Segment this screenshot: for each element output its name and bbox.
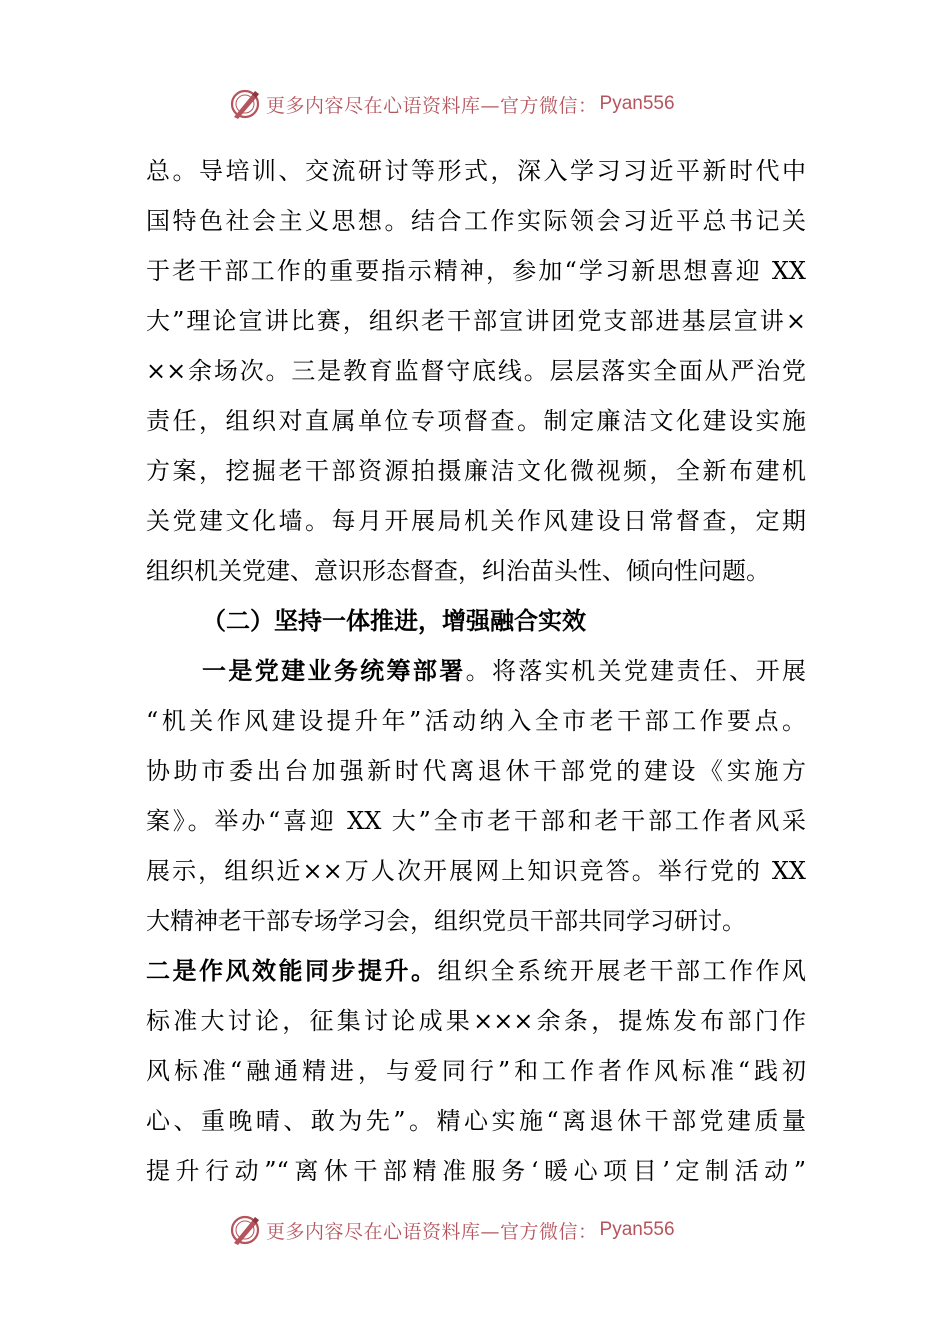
text-segment: “机关作风建设提升年”活动纳入全市老干部工作要点。 bbox=[146, 707, 806, 735]
text-segment: 提升行动”“离休干部精准服务‘暖心项目’定制活动” bbox=[146, 1157, 806, 1185]
text-segment: 标准大讨论，征集讨论成果×××余条，提炼发布部门作 bbox=[146, 1007, 806, 1035]
text-line bbox=[146, 646, 806, 696]
banner-wechat-id: Pyan556 bbox=[599, 93, 675, 114]
text-line bbox=[146, 396, 806, 446]
footer-banner bbox=[228, 1212, 788, 1248]
text-line bbox=[146, 1146, 806, 1196]
text-line bbox=[146, 746, 806, 796]
text-segment: 展示，组织近××万人次开展网上知识竞答。举行党的 XX bbox=[146, 857, 806, 885]
text-segment: 风标准“融通精进，与爱同行”和工作者作风标准“践初 bbox=[146, 1057, 806, 1085]
text-line bbox=[146, 696, 806, 746]
text-segment: 大”理论宣讲比赛，组织老干部宣讲团党支部进基层宣讲× bbox=[146, 307, 806, 335]
text-line bbox=[146, 796, 806, 846]
document-body bbox=[146, 146, 806, 1196]
text-segment: 组织机关党建、意识形态督查，纠治苗头性、倾向性问题。 bbox=[146, 557, 770, 585]
bold-lead-phrase: 二是作风效能同步提升。 bbox=[146, 956, 438, 985]
banner-text: 更多内容尽在心语资料库—官方微信： bbox=[266, 94, 598, 117]
bold-lead-phrase: （二）坚持一体推进，增强融合实效 bbox=[202, 606, 586, 635]
text-line bbox=[146, 246, 806, 296]
text-line bbox=[146, 1046, 806, 1096]
text-line bbox=[146, 896, 806, 946]
text-segment: 总。导培训、交流研讨等形式，深入学习习近平新时代中 bbox=[146, 157, 806, 185]
text-segment: 案》。举办“喜迎 XX 大”全市老干部和老干部工作者风采 bbox=[146, 807, 806, 835]
text-segment: 协助市委出台加强新时代离退休干部党的建设《实施方 bbox=[146, 757, 806, 785]
text-segment: 国特色社会主义思想。结合工作实际领会习近平总书记关 bbox=[146, 207, 806, 235]
text-segment: ××余场次。三是教育监督守底线。层层落实全面从严治党 bbox=[146, 357, 806, 385]
text-line bbox=[146, 196, 806, 246]
text-line bbox=[146, 996, 806, 1046]
pen-seal-logo-icon bbox=[228, 1213, 262, 1247]
section-heading bbox=[146, 596, 806, 646]
text-line bbox=[146, 846, 806, 896]
text-line bbox=[146, 346, 806, 396]
text-line bbox=[146, 496, 806, 546]
header-banner bbox=[228, 86, 788, 122]
text-line bbox=[146, 546, 806, 596]
banner-wechat-id: Pyan556 bbox=[599, 1219, 675, 1240]
text-line bbox=[146, 946, 806, 996]
text-segment: 关党建文化墙。每月开展局机关作风建设日常督查，定期 bbox=[146, 507, 806, 535]
text-segment: 大精神老干部专场学习会，组织党员干部共同学习研讨。 bbox=[146, 907, 746, 935]
text-segment: 。将落实机关党建责任、开展 bbox=[465, 657, 806, 685]
text-line bbox=[146, 446, 806, 496]
text-line bbox=[146, 1096, 806, 1146]
text-line bbox=[146, 146, 806, 196]
text-segment: 组织全系统开展老干部工作作风 bbox=[437, 957, 806, 985]
pen-seal-logo-icon bbox=[228, 87, 262, 121]
bold-lead-phrase: 一是党建业务统筹部署 bbox=[202, 656, 466, 685]
text-line bbox=[146, 296, 806, 346]
text-segment: 于老干部工作的重要指示精神，参加“学习新思想喜迎 XX bbox=[146, 257, 806, 285]
text-segment: 责任，组织对直属单位专项督查。制定廉洁文化建设实施 bbox=[146, 407, 806, 435]
banner-text: 更多内容尽在心语资料库—官方微信： bbox=[266, 1220, 598, 1243]
text-segment: 方案，挖掘老干部资源拍摄廉洁文化微视频，全新布建机 bbox=[146, 457, 806, 485]
text-segment: 心、重晚晴、敢为先”。精心实施“离退休干部党建质量 bbox=[146, 1107, 806, 1135]
